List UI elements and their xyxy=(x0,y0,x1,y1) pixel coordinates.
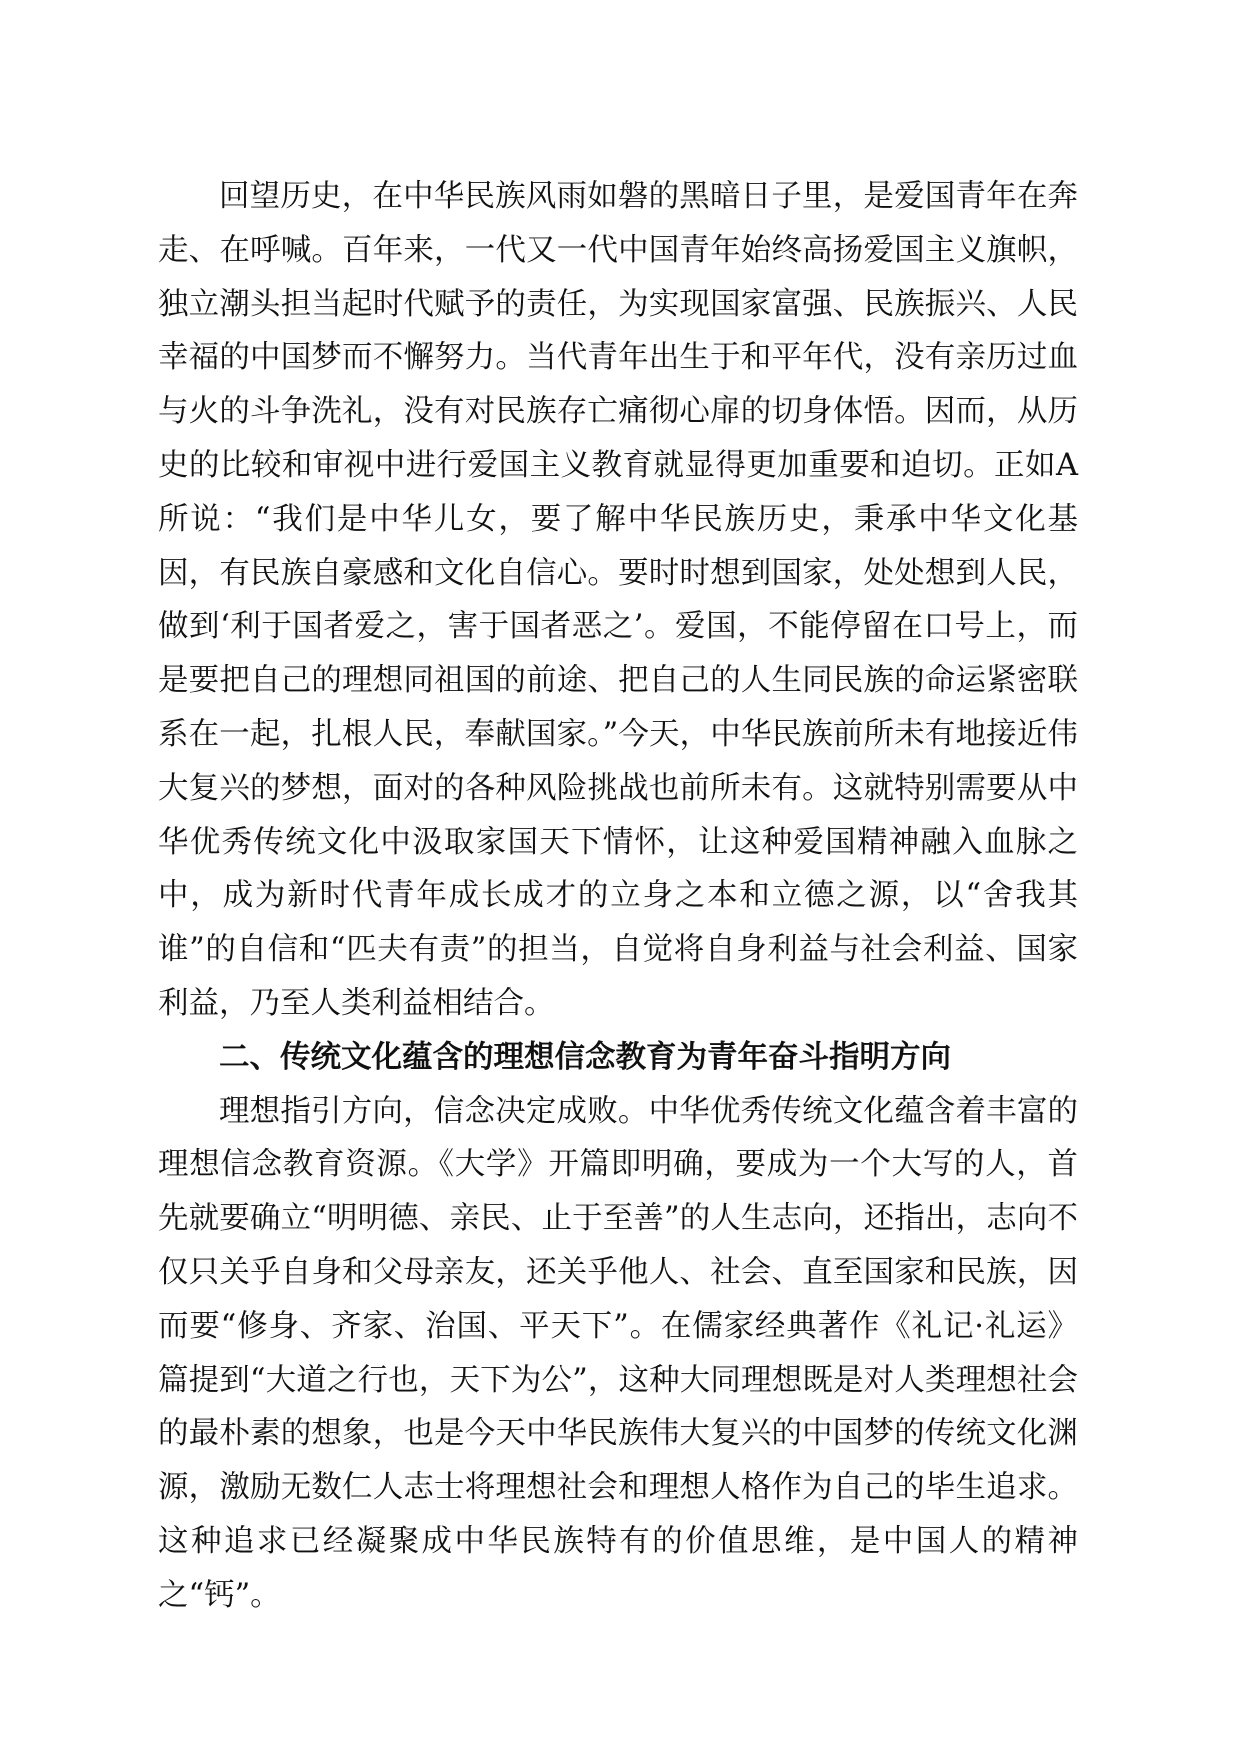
paragraph-ideals: 理想指引方向，信念决定成败。中华优秀传统文化蕴含着丰富的理想信念教育资源。《大学》开篇即明确，要成为一个大写的人，首先就要确立“明明德、亲民、止于至善”的人生志向，还指出，志向不仅只关乎自身和父母亲友，还关乎他人、社会、直至国家和民族，因而要“修身、齐家、治国、平天下”。在儒家经典著作《礼记·礼运》篇提到“大道之行也，天下为公”，这种大同理想既是对人类理想社会的最朴素的想象，也是今天中华民族伟大复兴的中国梦的传统文化渊源，激励无数仁人志士将理想社会和理想人格作为自己的毕生追求。这种追求已经凝聚成中华民族特有的价值思维，是中国人的精神之“钙”。 xyxy=(158,1093,1078,1613)
body-text xyxy=(158,170,1078,1623)
section-heading: 二、传统文化蕴含的理想信念教育为青年奋斗指明方向 xyxy=(219,1039,951,1075)
paragraph-patriotism: 回望历史，在中华民族风雨如磐的黑暗日子里，是爱国青年在奔走、在呼喊。百年来，一代又一代中国青年始终高扬爱国主义旗帜，独立潮头担当起时代赋予的责任，为实现国家富强、民族振兴、人民幸福的中国梦而不懈努力。当代青年出生于和平年代，没有亲历过血与火的斗争洗礼，没有对民族存亡痛彻心扉的切身体悟。因而，从历史的比较和审视中进行爱国主义教育就显得更加重要和迫切。正如A所说：“我们是中华儿女，要了解中华民族历史，秉承中华文化基因，有民族自豪感和文化自信心。要时时想到国家，处处想到人民，做到‘利于国者爱之，害于国者恶之’。爱国，不能停留在口号上，而是要把自己的理想同祖国的前途、把自己的人生同民族的命运紧密联系在一起，扎根人民，奉献国家。”今天，中华民族前所未有地接近伟大复兴的梦想，面对的各种风险挑战也前所未有。这就特别需要从中华优秀传统文化中汲取家国天下情怀，让这种爱国精神融入血脉之中，成为新时代青年成长成才的立身之本和立德之源，以“舍我其谁”的自信和“匹夫有责”的担当，自觉将自身利益与社会利益、国家利益，乃至人类利益相结合。 xyxy=(158,179,1078,1021)
